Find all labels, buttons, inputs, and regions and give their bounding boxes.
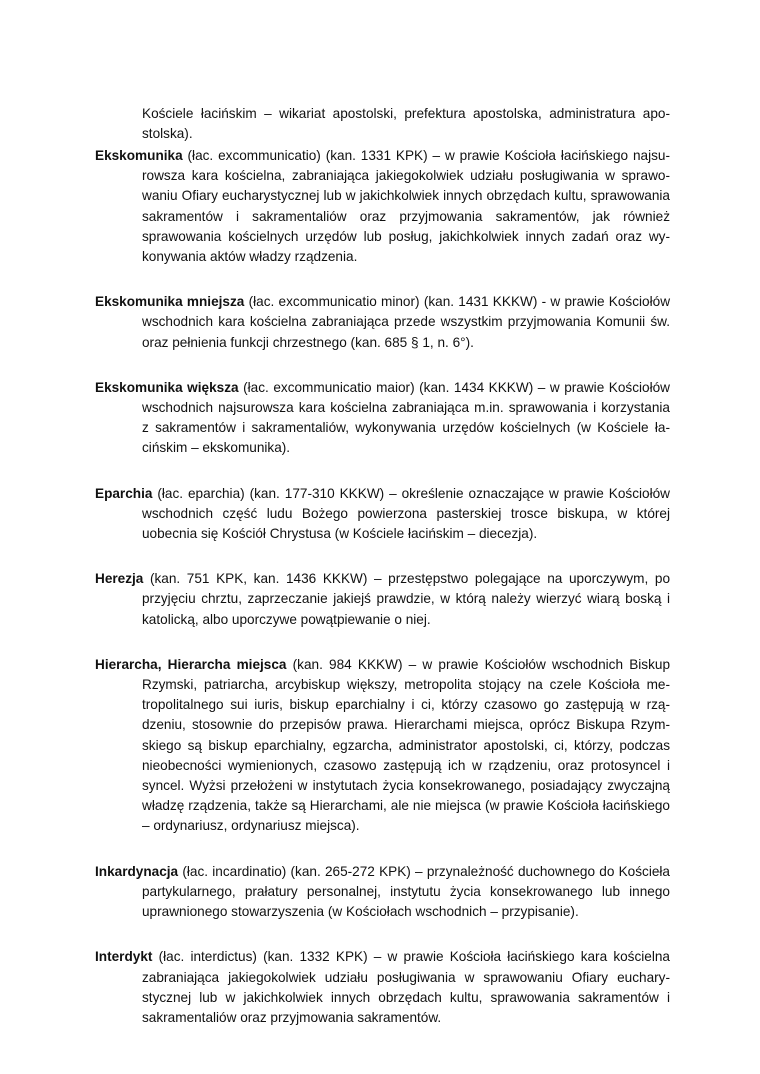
glossary-entry bbox=[95, 569, 670, 630]
entry-term: Interdykt bbox=[95, 949, 153, 965]
entry-term: Inkardynacja bbox=[95, 863, 179, 879]
entry-term: Herezja bbox=[95, 571, 144, 587]
entry-definition: (łac. excommunicatio minor) (kan. 1431 KKKW) - w prawie Kościołów wschodnich kara kościelna zabraniająca przede wszystkim przyjmowania Komunii św. oraz pełnienia funkcji chrzestnego (kan. 685 § 1, n. 6°). bbox=[142, 294, 671, 350]
continuation-paragraph: Kościele łacińskim – wikariat apostolski, prefektura apostolska, administratura apostolska). bbox=[142, 105, 670, 141]
entry-term: Ekskomunika większa bbox=[95, 379, 239, 395]
entry-term: Hierarcha, Hierarcha miejsca bbox=[95, 656, 287, 672]
glossary-entry bbox=[95, 947, 670, 1028]
glossary-entry bbox=[95, 655, 670, 837]
entry-definition: (łac. interdictus) (kan. 1332 KPK) – w prawie Kościoła łacińskiego kara kościelna zabraniająca jakiegokolwiek udziału posługiwania w sprawowaniu Ofiary eucharystycznej lub w jakichkolwiek innych obrzędach kultu, sprawowania sakramentów i sakramentaliów oraz przyjmowania sakramentów. bbox=[142, 949, 670, 1025]
entry-term: Ekskomunika bbox=[95, 148, 183, 163]
glossary-entry bbox=[95, 484, 670, 545]
entry-definition: (kan. 984 KKKW) – w prawie Kościołów wschodnich Biskup Rzymski, patriarcha, arcybiskup większy, metropolita stojący na czele Kościoła metropolitalnego sui iuris, biskup eparchialny i ci, którzy czasowo go zastępują w rządzeniu, stosownie do przepisów prawa. Hierarchami miejsca, oprócz Biskupa Rzymskiego są biskup eparchialny, egzarcha, administrator apostolski, ci, którzy, podczas nieobecności wymienionych, czasowo zastępują ich w rządzeniu, oraz protosyncel i syncel. Wyżsi przełożeni w instytutach życia konsekrowanego, posiadający zwyczajną władzę rządzenia, także są Hierarchami, ale nie miejsca (w prawie Kościoła łacińskiego – ordynariusz, ordynariusz miejsca). bbox=[142, 656, 670, 834]
entry-definition: (łac. excommunicatio) (kan. 1331 KPK) – w prawie Kościoła łacińskiego najsurowsza kara kościelna, zabraniająca jakiegokolwiek udziału posługiwania w sprawowaniu Ofiary eucharystycznej lub w jakichkolwiek innych obrzędach kultu, sprawowania sakramentów i sakramentaliów oraz przyjmowania sakramentów, jak również sprawowania kościelnych urzędów lub posług, jakichkolwiek innych zadań oraz wykonywania aktów władzy rządzenia. bbox=[142, 148, 670, 265]
entry-definition: (łac. eparchia) (kan. 177-310 KKKW) – określenie oznaczające w prawie Kościołów wschodnich część ludu Bożego powierzona pasterskiej trosce biskupa, w której uobecnia się Kościół Chrystusa (w Kościele łacińskim – diecezja). bbox=[142, 485, 670, 542]
entry-definition: (łac. incardinatio) (kan. 265-272 KPK) – przynależność duchownego do Kościeła partykularnego, prałatury personalnej, instytutu życia konsekrowanego lub innego uprawnionego stowarzyszenia (w Kościołach wschodnich – przypisanie). bbox=[142, 863, 670, 920]
entry-definition: (kan. 751 KPK, kan. 1436 KKKW) – przestępstwo polegające na uporczywym, po przyjęciu chrztu, zaprzeczanie jakiejś prawdzie, w którą należy wierzyć wiarą boską i katolicką, albo uporczywe powątpiewanie o niej. bbox=[142, 571, 670, 627]
entry-term: Ekskomunika mniejsza bbox=[95, 294, 245, 310]
glossary-entries bbox=[95, 146, 670, 1053]
entry-term: Eparchia bbox=[95, 485, 153, 501]
entry-definition: (łac. excommunicatio maior) (kan. 1434 KKKW) – w prawie Kościołów wschodnich najsurowsza kara kościelna zabraniająca m.in. sprawowania i korzystania z sakramentów i sakramentaliów, wykonywania urzędów kościelnych (w Kościele łacińskim – ekskomunika). bbox=[142, 379, 670, 456]
glossary-entry bbox=[95, 862, 670, 923]
glossary-entry bbox=[95, 378, 670, 459]
glossary-entry bbox=[95, 146, 670, 267]
glossary-entry bbox=[95, 292, 670, 353]
